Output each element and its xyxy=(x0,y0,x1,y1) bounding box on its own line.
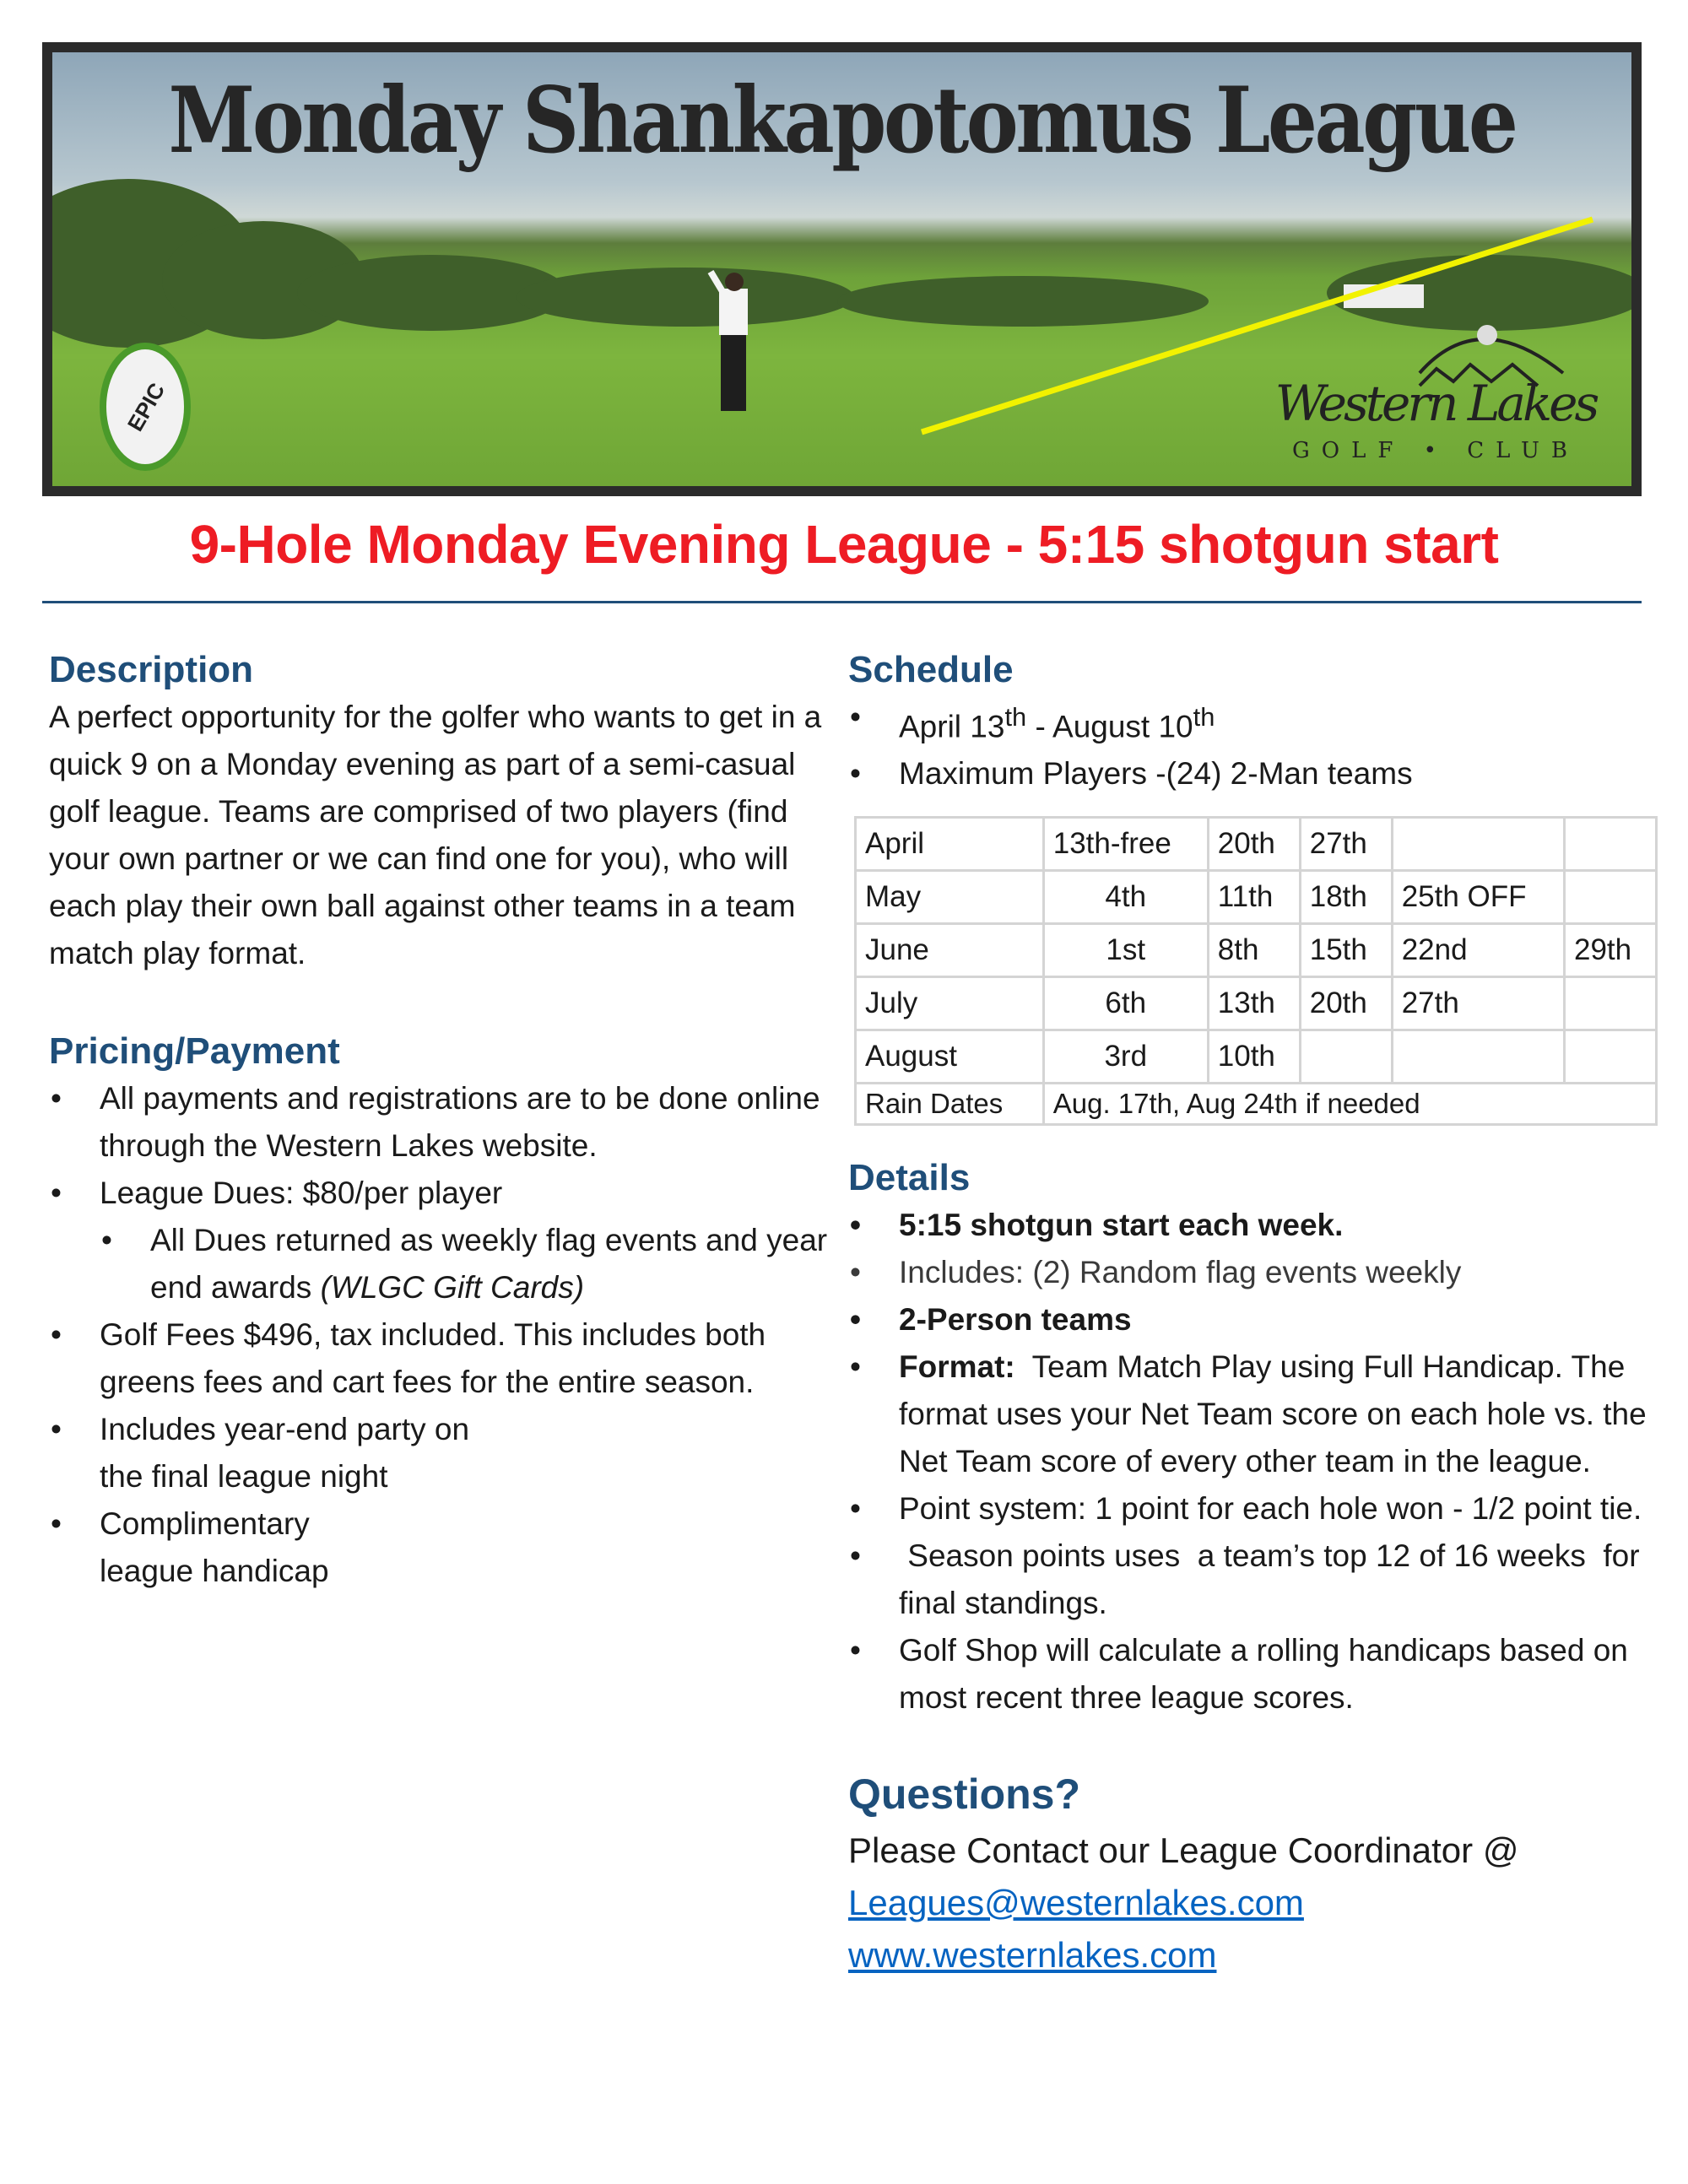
date-cell: 13th xyxy=(1208,977,1300,1030)
logo-subtitle: GOLF • CLUB xyxy=(1291,438,1579,463)
month-cell: April xyxy=(856,818,1044,871)
details-heading: Details xyxy=(848,1157,971,1199)
website-link[interactable]: www.westernlakes.com xyxy=(848,1935,1217,1976)
email-link[interactable]: Leagues@westernlakes.com xyxy=(848,1883,1304,1923)
date-cell: 27th xyxy=(1392,977,1564,1030)
details-item: • Includes: (2) Random flag events weekly xyxy=(899,1249,1658,1296)
range-start: April 13 xyxy=(899,709,1005,744)
schedule-row xyxy=(856,871,1657,924)
description-heading: Description xyxy=(49,649,254,690)
left-column xyxy=(49,646,834,1595)
date-cell: 3rd xyxy=(1043,1030,1208,1084)
pricing-item xyxy=(100,1170,834,1311)
logo-name: Western Lakes xyxy=(1274,375,1597,432)
details-item: • Golf Shop will calculate a rolling handicaps based on most recent three league scores. xyxy=(899,1627,1658,1722)
pricing-item-line: the final league night xyxy=(100,1459,388,1494)
subitem-italic: (WLGC Gift Cards) xyxy=(320,1270,585,1305)
schedule-row xyxy=(856,977,1657,1030)
date-cell: 4th xyxy=(1043,871,1208,924)
pricing-item-line: league handicap xyxy=(100,1554,329,1588)
description-text: A perfect opportunity for the golfer who wants to get in a quick 9 on a Monday evening as part of a semi-casual golf league. Teams are comprised of two players (find your own partner or we can find one for you), who will each play their own ball against other teams in a team match play format. xyxy=(49,700,822,970)
date-cell: 6th xyxy=(1043,977,1208,1030)
sup: th xyxy=(1004,702,1027,732)
details-list xyxy=(848,1202,1658,1722)
date-cell: 25th OFF xyxy=(1392,871,1564,924)
pricing-item: • All payments and registrations are to be done online through the Western Lakes website. xyxy=(100,1075,834,1170)
date-cell xyxy=(1564,871,1656,924)
date-cell: 29th xyxy=(1564,924,1656,977)
month-cell: July xyxy=(856,977,1044,1030)
questions-section xyxy=(848,1769,1658,1981)
western-lakes-logo xyxy=(1258,307,1613,468)
schedule-row xyxy=(856,924,1657,977)
questions-text: Please Contact our League Coordinator @ xyxy=(848,1830,1519,1871)
banner-title: Monday Shankapotomus League xyxy=(168,68,1516,174)
rain-dates-row xyxy=(856,1084,1657,1125)
date-cell: 27th xyxy=(1300,818,1392,871)
pricing-item xyxy=(100,1406,834,1500)
date-cell: 1st xyxy=(1043,924,1208,977)
date-cell xyxy=(1392,818,1564,871)
month-cell: May xyxy=(856,871,1044,924)
date-cell: 22nd xyxy=(1392,924,1564,977)
header-banner xyxy=(42,42,1642,496)
date-cell: 15th xyxy=(1300,924,1392,977)
pricing-sublist xyxy=(100,1217,834,1311)
pricing-item-line: Includes year-end party on xyxy=(100,1412,470,1446)
schedule-list xyxy=(848,694,1658,797)
date-cell xyxy=(1392,1030,1564,1084)
pricing-item xyxy=(100,1500,834,1595)
pricing-list xyxy=(49,1075,834,1595)
date-cell: 20th xyxy=(1300,977,1392,1030)
pricing-heading: Pricing/Payment xyxy=(49,1030,340,1072)
date-cell xyxy=(1564,977,1656,1030)
league-subtitle: 9-Hole Monday Evening League - 5:15 shotgun start xyxy=(189,514,1499,575)
schedule-heading: Schedule xyxy=(848,649,1014,690)
details-item: • 2-Person teams xyxy=(899,1296,1658,1343)
max-players: • Maximum Players -(24) 2-Man teams xyxy=(899,750,1658,797)
rain-label: Rain Dates xyxy=(856,1084,1044,1125)
details-item: • 5:15 shotgun start each week. xyxy=(899,1202,1658,1249)
date-cell xyxy=(1300,1030,1392,1084)
bag-brand-text: EPIC xyxy=(122,378,170,435)
date-cell: 11th xyxy=(1208,871,1300,924)
schedule-row xyxy=(856,818,1657,871)
schedule-range xyxy=(899,694,1658,750)
pricing-item-line: Complimentary xyxy=(100,1506,310,1541)
pricing-item-text: League Dues: $80/per player xyxy=(100,1176,503,1210)
date-cell: 10th xyxy=(1208,1030,1300,1084)
schedule-table xyxy=(854,816,1658,1126)
golf-bag xyxy=(103,346,187,468)
month-cell: June xyxy=(856,924,1044,977)
pricing-item: • Golf Fees $496, tax included. This includes both greens fees and cart fees for the entire season. xyxy=(100,1311,834,1406)
right-column xyxy=(848,646,1658,1981)
date-cell: 20th xyxy=(1208,818,1300,871)
range-end: - August 10 xyxy=(1026,709,1193,744)
schedule-row xyxy=(856,1030,1657,1084)
pricing-subitem xyxy=(150,1217,834,1311)
format-label: Format: xyxy=(899,1349,1015,1385)
sup: th xyxy=(1193,702,1215,732)
questions-heading: Questions? xyxy=(848,1770,1081,1819)
date-cell: 18th xyxy=(1300,871,1392,924)
date-cell: 13th-free xyxy=(1043,818,1208,871)
divider xyxy=(42,601,1642,603)
golf-course-photo xyxy=(52,52,1631,486)
month-cell: August xyxy=(856,1030,1044,1084)
date-cell xyxy=(1564,1030,1656,1084)
details-item xyxy=(899,1343,1658,1485)
format-text: Team Match Play using Full Handicap. The format uses your Net Team score on each hole vs. the Net Team score of every other team in the league. xyxy=(899,1349,1655,1479)
rain-value: Aug. 17th, Aug 24th if needed xyxy=(1043,1084,1656,1125)
details-item: • Season points uses a team’s top 12 of 16 weeks for final standings. xyxy=(899,1533,1658,1627)
date-cell: 8th xyxy=(1208,924,1300,977)
date-cell xyxy=(1564,818,1656,871)
subitem-text: All Dues returned as weekly flag events and year end awards xyxy=(150,1223,828,1305)
details-item: • Point system: 1 point for each hole won - 1/2 point tie. xyxy=(899,1485,1658,1533)
